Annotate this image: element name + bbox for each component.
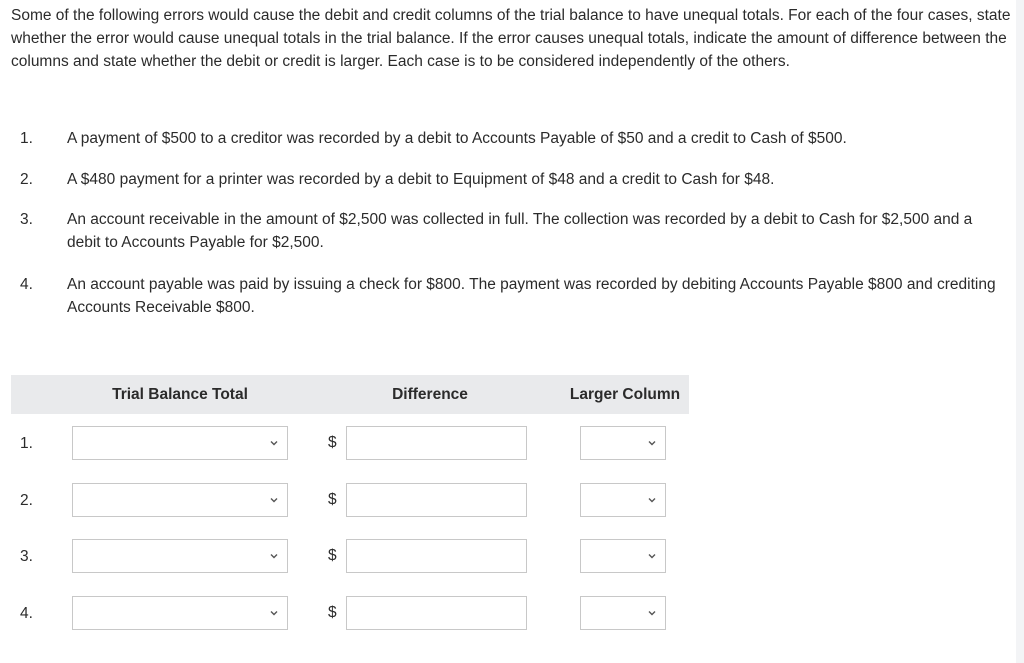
larger-column-select[interactable] xyxy=(580,483,666,517)
difference-input[interactable] xyxy=(346,539,527,573)
case-text: A $480 payment for a printer was recorded by a debit to Equipment of $48 and a credit to Cash for $48. xyxy=(67,171,775,188)
header-difference: Difference xyxy=(392,386,468,403)
answer-row-4 xyxy=(0,596,700,632)
larger-column-select[interactable] xyxy=(580,539,666,573)
case-number: 4. xyxy=(20,276,33,293)
answer-row-1 xyxy=(0,426,700,462)
chevron-down-icon xyxy=(645,493,659,507)
row-number: 1. xyxy=(20,435,33,452)
case-text: An account payable was paid by issuing a check for $800. The payment was recorded by debiting Accounts Payable $800 and crediting Accounts Receivable $800. xyxy=(67,276,996,316)
answer-table-header xyxy=(11,375,689,414)
difference-input[interactable] xyxy=(346,483,527,517)
chevron-down-icon xyxy=(645,549,659,563)
trial-balance-total-select[interactable] xyxy=(72,596,288,630)
case-text: An account receivable in the amount of $2,500 was collected in full. The collection was recorded by a debit to Cash for $2,500 and a debit to Accounts Payable for $2,500. xyxy=(67,211,973,251)
case-number: 1. xyxy=(20,130,33,147)
chevron-down-icon xyxy=(645,436,659,450)
difference-input[interactable] xyxy=(346,426,527,460)
answer-row-3 xyxy=(0,539,700,575)
chevron-down-icon xyxy=(267,606,281,620)
row-number: 2. xyxy=(20,492,33,509)
larger-column-select[interactable] xyxy=(580,596,666,630)
case-number: 3. xyxy=(20,211,33,228)
difference-input[interactable] xyxy=(346,596,527,630)
chevron-down-icon xyxy=(267,549,281,563)
trial-balance-total-select[interactable] xyxy=(72,483,288,517)
chevron-down-icon xyxy=(645,606,659,620)
row-number: 4. xyxy=(20,605,33,622)
instructions-text: Some of the following errors would cause the debit and credit columns of the trial balance to have unequal totals. For each of the four cases, state whether the error would cause unequal totals in the trial balance. If the error causes unequal totals, indicate the amount of difference between the columns and state whether the debit or credit is larger. Each case is to be considered independently of the others. xyxy=(11,7,1011,70)
currency-symbol: $ xyxy=(328,604,337,621)
currency-symbol: $ xyxy=(328,547,337,564)
chevron-down-icon xyxy=(267,436,281,450)
case-text: A payment of $500 to a creditor was recorded by a debit to Accounts Payable of $50 and a credit to Cash of $500. xyxy=(67,130,847,147)
trial-balance-total-select[interactable] xyxy=(72,539,288,573)
currency-symbol: $ xyxy=(328,434,337,451)
case-number: 2. xyxy=(20,171,33,188)
answer-row-2 xyxy=(0,483,700,519)
page-scroll-strip xyxy=(1016,0,1024,663)
header-larger-column: Larger Column xyxy=(569,386,681,403)
header-trial-balance-total: Trial Balance Total xyxy=(112,386,248,403)
trial-balance-total-select[interactable] xyxy=(72,426,288,460)
chevron-down-icon xyxy=(267,493,281,507)
currency-symbol: $ xyxy=(328,491,337,508)
larger-column-select[interactable] xyxy=(580,426,666,460)
row-number: 3. xyxy=(20,548,33,565)
